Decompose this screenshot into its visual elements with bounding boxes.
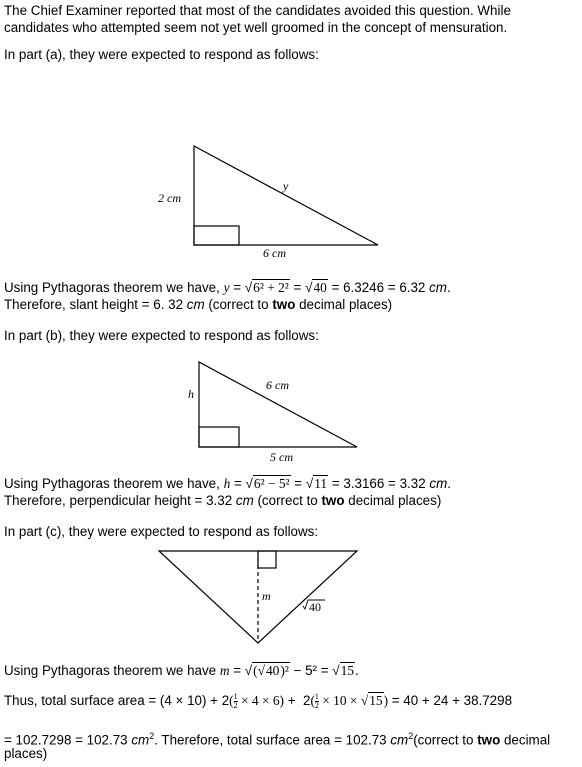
intro-line-1: The Chief Examiner reported that most of the candidates avoided this question. While bbox=[4, 3, 511, 18]
part-c-final: = 102.7298 = 102.73 $cm^2$. Therefore, total surface area = 102.73 $cm^2(correct$ to two decimal bbox=[4, 731, 551, 748]
triangle-a-height-label: 2 cm bbox=[158, 191, 181, 205]
intro-line-2: candidates who attempted seem not yet well groomed in the concept of mensuration. bbox=[4, 20, 508, 35]
triangle-b-right-angle-mark bbox=[199, 427, 239, 447]
triangle-a-hyp-label: y bbox=[283, 179, 289, 193]
part-b-conclusion: Therefore, perpendicular height = 3.32 cm (correct to two decimal places) bbox=[4, 493, 442, 508]
triangle-c-m-label: m bbox=[262, 589, 271, 603]
triangle-c-slant-label bbox=[303, 600, 325, 614]
part-c-equation: Using Pythagoras theorem we have m = √(√40)² − 5² = √15. bbox=[4, 663, 359, 678]
svg-text:40: 40 bbox=[309, 600, 321, 614]
triangle-c-right-angle-mark bbox=[258, 551, 276, 568]
triangle-a-base-label: 6 cm bbox=[263, 246, 286, 260]
triangle-a-right-angle-mark bbox=[194, 226, 239, 245]
triangle-a-shape bbox=[194, 146, 378, 245]
part-b-equation: Using Pythagoras theorem we have, h = √6² − 5² = √11 = 3.3166 = 3.32 cm. bbox=[4, 476, 451, 491]
part-a-heading: In part (a), they were expected to respond as follows: bbox=[4, 47, 319, 62]
part-b-heading: In part (b), they were expected to respond as follows: bbox=[4, 328, 319, 343]
triangle-b-shape bbox=[199, 362, 357, 447]
triangle-b-hyp-label: 6 cm bbox=[266, 378, 289, 392]
triangle-b-base-label: 5 cm bbox=[270, 450, 293, 464]
part-a-conclusion: Therefore, slant height = 6. 32 cm (correct to two decimal places) bbox=[4, 297, 393, 312]
part-a-equation: Using Pythagoras theorem we have, y = √6² + 2² = √40 = 6.3246 = 6.32 cm. bbox=[4, 280, 451, 295]
part-c-surface-area: Thus, total surface area = (4 × 10) + 2( $\frac{1}{2}$ × 4 × 6) + 2( $\frac{1}{2}$ × 10 × √15) = 40 + 24 + 38.7298 bbox=[4, 692, 513, 711]
triangle-b-height-label: h bbox=[188, 387, 194, 401]
part-c-final-line-2: places) bbox=[4, 746, 48, 761]
part-c-heading: In part (c), they were expected to respond as follows: bbox=[4, 524, 319, 539]
